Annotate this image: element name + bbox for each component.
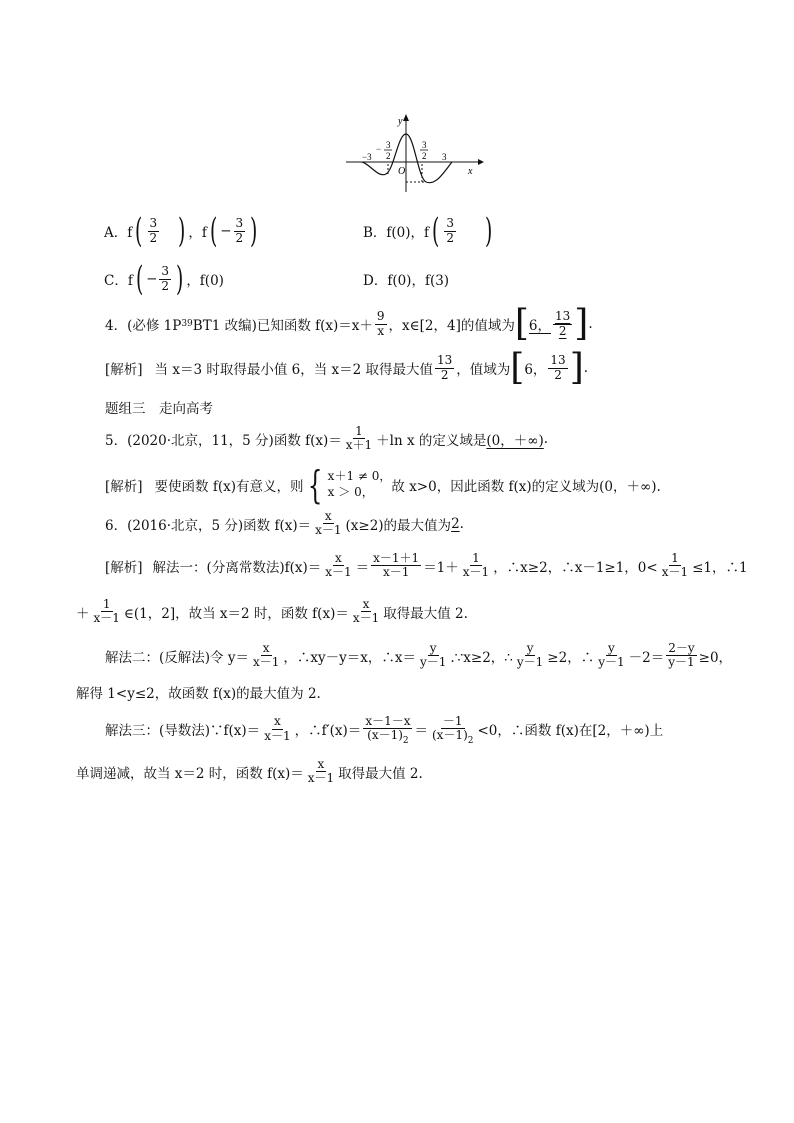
question-6-solution-2-cont: 解得 1<y≤2，故函数 f(x)的最大值为 2. xyxy=(76,686,321,702)
fraction: $\frac{13}{2}$ xyxy=(555,309,571,338)
tick-neg32-sign: − xyxy=(376,144,382,154)
fraction: $\frac{3}{2}$ xyxy=(446,216,454,245)
fraction: $\frac{-1}{(x-1)_2}$ xyxy=(431,714,474,747)
x-axis-arrow xyxy=(478,159,484,165)
fraction: $\frac{1}{x+1}$ xyxy=(345,424,373,453)
question-5: 5．(2020·北京，11，5 分)函数 f(x)＝ $\frac{1}{x+1}$ ＋ln x 的定义域是 (0，＋∞) . xyxy=(105,424,549,453)
y-axis-label: y xyxy=(398,116,403,127)
fraction: $\frac{3}{2}$ xyxy=(161,264,170,293)
solution-tag: [解析] xyxy=(105,559,143,576)
solution-tag: [解析] xyxy=(105,479,143,495)
answer: 6， xyxy=(528,318,552,334)
function-curve xyxy=(362,134,452,183)
question-4-solution: [解析] 当 x＝3 时取得最小值 6，当 x＝2 取得最大值 $\frac{13}{2}$ ，值域为 [ 6， $\frac{13}{2}$ ] . xyxy=(105,347,589,388)
tick-neg3: −3 xyxy=(362,152,372,162)
fraction: $\frac{1}{x-1}$ xyxy=(462,551,490,580)
tick-neg32-num: 3 xyxy=(386,140,391,150)
fraction: $\frac{y}{y-1}$ xyxy=(598,641,625,670)
question-6: 6．(2016·北京，5 分)函数 f(x)＝ $\frac{x}{x-1}$ (x≥2)的最大值为 2 . xyxy=(105,509,464,538)
question-6-solution-1: [解析] 解法一：(分离常数法)f(x)＝ $\frac{x}{x-1}$ ＝ $\frac{x-1+1}{x-1}$ ＝1＋ $\frac{1}{x-1}$ ，∴x≥2，∴x－1≥1，0< $\frac{1}{x-1}$ ≤1，∴1 xyxy=(105,551,748,580)
fraction: $\frac{2-y}{y-1}$ xyxy=(668,641,695,670)
fraction: $\frac{x}{x-1}$ xyxy=(325,551,352,580)
question-5-solution: [解析] 要使函数 f(x)有意义，则 { x＋1 ≠ 0， x ＞ 0， 故 x>0，因此函数 f(x)的定义域为(0，＋∞). xyxy=(105,463,661,507)
option-d[interactable]: D．f(0)，f(3) xyxy=(363,273,450,289)
fraction: $\frac{x-1+1}{x-1}$ xyxy=(373,551,420,580)
fraction: $\frac{y}{y-1}$ xyxy=(419,641,447,670)
fraction: $\frac{x}{x-1}$ xyxy=(352,597,380,626)
fraction: $\frac{x-1-x}{(x-1)_2}$ xyxy=(365,714,411,747)
fraction: $\frac{9}{x}$ xyxy=(376,309,385,338)
tick-neg32-den: 2 xyxy=(386,151,391,161)
option-b[interactable]: B．f(0)，f ( $\frac{3}{2}$ ) xyxy=(363,211,493,251)
fraction: $\frac{x}{x-1}$ xyxy=(315,509,342,538)
fraction: $\frac{13}{2}$ xyxy=(437,353,453,382)
fraction: $\frac{1}{x-1}$ xyxy=(93,597,120,626)
case-system: { x＋1 ≠ 0， x ＞ 0， xyxy=(308,463,392,507)
fraction: $\frac{x}{x-1}$ xyxy=(307,757,335,786)
origin-label: O xyxy=(398,166,406,177)
answer: (0，＋∞) xyxy=(486,432,544,449)
question-6-solution-1-cont: ＋ $\frac{1}{x-1}$ ∈(1，2]，故当 x＝2 时，函数 f(x)＝ $\frac{x}{x-1}$ 取得最大值 2. xyxy=(76,597,468,626)
fraction: $\frac{x}{x-1}$ xyxy=(264,714,291,743)
fraction: $\frac{y}{y-1}$ xyxy=(516,641,544,670)
fraction: $\frac{3}{2}$ xyxy=(235,216,244,245)
x-axis-label: x xyxy=(468,166,473,177)
tick-3: 3 xyxy=(442,152,447,162)
tick-32-num: 3 xyxy=(422,140,427,150)
function-graph xyxy=(344,112,484,194)
tick-32-den: 2 xyxy=(422,151,427,161)
question-6-solution-3: 解法三：(导数法)∵f(x)＝ $\frac{x}{x-1}$ ，∴f′(x)＝ $\frac{x-1-x}{(x-1)_2}$ ＝ $\frac{-1}{(x-1)_2}$ <0，∴函数 f(x)在[2，＋∞)上 xyxy=(105,714,664,747)
fraction: $\frac{13}{2}$ xyxy=(550,353,566,382)
group-3-heading: 题组三 走向高考 xyxy=(105,401,213,417)
fraction: $\frac{1}{x-1}$ xyxy=(661,551,689,580)
solution-tag: [解析] xyxy=(105,362,143,378)
fraction: $\frac{x}{x-1}$ xyxy=(252,641,280,670)
answer: 2 xyxy=(451,515,460,532)
option-c[interactable]: C．f ( − $\frac{3}{2}$ ) ，f(0) xyxy=(104,259,224,299)
option-a[interactable]: A．f ( $\frac{3}{2}$ ) ，f ( − $\frac{3}{2}$ ) xyxy=(104,211,258,251)
question-4: 4．(必修 1P 39 BT1 改编)已知函数 f(x)＝x＋ $\frac{9}{x}$ ，x∈[2，4]的值域为 [ 6， $\frac{13}{2}$ ] . xyxy=(105,303,593,344)
fraction: $\frac{3}{2}$ xyxy=(149,216,158,245)
question-6-solution-2: 解法二：(反解法)令 y＝ $\frac{x}{x-1}$ ，∴xy－y＝x，∴x＝ $\frac{y}{y-1}$ .∵x≥2，∴ $\frac{y}{y-1}$ ≥2，∴ $\frac{y}{y-1}$ －2＝ $\frac{2-y}{y-1}$ ≥0， xyxy=(105,641,733,670)
y-axis-arrow xyxy=(403,114,409,121)
question-6-solution-3-cont: 单调递减，故当 x＝2 时，函数 f(x)＝ $\frac{x}{x-1}$ 取得最大值 2. xyxy=(76,757,423,786)
